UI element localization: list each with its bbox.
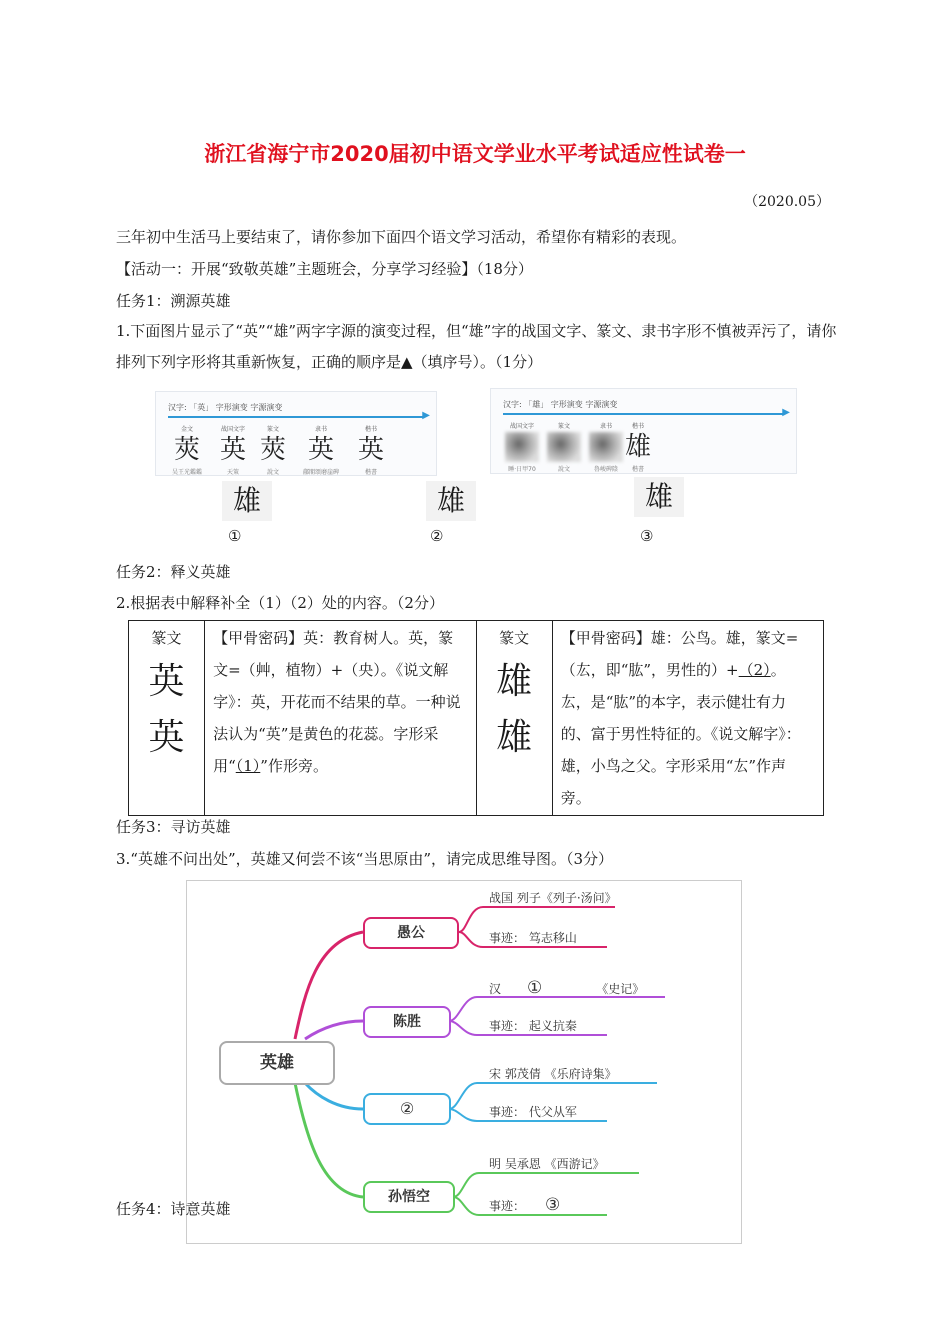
center-node: 英雄 [219,1041,335,1085]
blank-1-marker: ① [527,978,543,998]
ying-evolution-strip [155,391,437,476]
page-title: 浙江省海宁市2020届初中语文学业水平考试适应性试卷一 [204,142,746,166]
branch-node-chensheng: 陈胜 [363,1006,451,1038]
column-label: 篆文 [151,629,182,647]
column-label: 隶书 [599,423,612,430]
strip-column [541,421,587,473]
smudged-glyph [505,432,539,462]
column-label: 楷书 [364,426,377,433]
xiong-explanation-cell [552,621,823,816]
column-label: 篆文 [266,426,279,433]
option-glyph-1: 雄 [222,481,272,521]
question2-text: 2.根据表中解释补全（1）（2）处的内容。（2分） [116,594,444,612]
column-source: 吴王光鑑鑑 [171,469,202,476]
explanation-text: ”作形旁。 [260,757,328,775]
branch-node-sunwukong: 孙悟空 [363,1181,455,1213]
connector-blank2 [305,1083,363,1109]
blank-1: （1） [235,757,261,775]
source-text: 明 吴承恩 《西游记》 [489,1157,605,1171]
activity1-heading: 【活动一：开展“致敬英雄”主题班会，分享学习经验】（18分） [116,260,533,278]
task3-heading: 任务3：寻访英雄 [116,818,231,836]
xiong-evolution-strip [490,388,797,474]
exam-date: （2020.05） [744,194,830,210]
column-source: 天策 [226,469,239,476]
option-number-3: ③ [640,527,654,545]
strip-column [292,424,350,476]
task2-heading: 任务2：释义英雄 [116,563,231,581]
smudged-glyph [547,432,581,462]
deed-label: 事迹： [489,1199,526,1213]
blank-2: （2） [738,661,771,679]
column-label: 篆文 [499,629,530,647]
option-glyph-3: 雄 [634,477,684,517]
dynasty-text: 汉 [489,982,502,996]
column-source: 楷書 [631,466,644,473]
question3-text: 3.“英雄不问出处”，英雄又何尝不该“当思原由”，请完成思维导图。（3分） [116,850,614,868]
column-glyph: 雄 [624,432,651,462]
strip-header: 汉字: 「雄」 字形演变 字源演变 [503,400,618,409]
deed-text: 事迹： 笃志移山 [489,931,577,945]
column-source: 說文 [557,466,570,473]
branch-node-blank2: ② [363,1093,451,1125]
option-number-2: ② [430,527,444,545]
explanation-text: 【甲骨密码】英：教育树人。英，篆文=（艸，植物）+（央）。《说文解字》：英，开花而不结果的草。一种说法认为“英”是黄色的花蕊。字形采用“ [213,629,461,775]
column-glyph: 英 [357,435,384,465]
option-number-1: ① [228,527,242,545]
strip-column [250,424,296,476]
source-text [489,978,644,998]
connector-chensheng [305,1021,363,1039]
strip-column [499,421,545,473]
task4-heading: 任务4：诗意英雄 [116,1200,231,1218]
explanation-text: 。厷，是“肱”的本字，表示健壮有力的、富于男性特征的。《说文解字》：雄，小鸟之父。字形采用“厷”作声旁。 [560,661,801,807]
blank-3-marker: ③ [545,1195,561,1215]
column-label: 楷书 [631,423,644,430]
source-text: 宋 郭茂倩 《乐府诗集》 [489,1067,617,1081]
book-text: 《史记》 [596,982,645,996]
timeline-arrow-icon: ▶ [422,410,430,421]
column-source: 郙閣頌磨崖碑 [302,469,339,476]
zhuanwen-glyph: 英 [148,717,185,758]
column-label: 金文 [180,426,193,433]
strip-column [348,424,394,476]
question1-text: 1.下面图片显示了“英”“雄”两字字源的演变过程，但“雄”字的战国文字、篆文、隶书字形不慎被弄污了，请你排列下列字形将其重新恢复，正确的顺序是▲（填序号）。（1分） [116,322,837,371]
strip-column [164,424,210,476]
column-glyph: 莢 [173,435,200,465]
column-source: 魯峻碑陰 [593,466,618,473]
task1-heading: 任务1：溯源英雄 [116,292,231,310]
timeline-bar [503,413,784,415]
column-glyph: 莢 [259,435,286,465]
deed-text: 事迹： 起义抗秦 [489,1019,577,1033]
ying-explanation-cell [205,621,477,816]
zhuanwen-glyph: 雄 [496,661,533,702]
mind-map [186,880,742,1244]
timeline-bar [168,416,424,418]
column-label: 战国文字 [220,426,245,433]
explanation-text: 【甲骨密码】雄：公鸟。雄，篆文=（厷，即“肱”，男性的）+ [560,629,799,679]
underline-source [453,1173,639,1197]
column-label: 战国文字 [509,423,534,430]
xiong-zhuanwen-cell [476,621,552,816]
definition-table [128,620,824,816]
intro-text: 三年初中生活马上要结束了，请你参加下面四个语文学习活动，希望你有精彩的表现。 [116,228,687,246]
deed-text [489,1195,560,1215]
strip-header: 汉字: 「英」 字形演变 字源演变 [168,403,283,412]
column-glyph: 英 [219,435,246,465]
column-source: 說文 [266,469,279,476]
column-source: 睡·日甲70 [508,466,536,473]
strip-column [615,421,661,473]
zhuanwen-glyph: 雄 [496,717,533,758]
column-label: 篆文 [557,423,570,430]
zhuanwen-glyph: 英 [148,661,185,702]
source-text: 战国 列子《列子·汤问》 [489,891,617,905]
column-source: 楷書 [364,469,377,476]
timeline-arrow-icon: ▶ [782,407,790,418]
option-glyph-2: 雄 [426,481,476,521]
branch-node-yugong: 愚公 [363,917,459,949]
deed-text: 事迹： 代父从军 [489,1105,577,1119]
column-glyph: 英 [307,435,334,465]
column-label: 隶书 [314,426,327,433]
ying-zhuanwen-cell [129,621,205,816]
